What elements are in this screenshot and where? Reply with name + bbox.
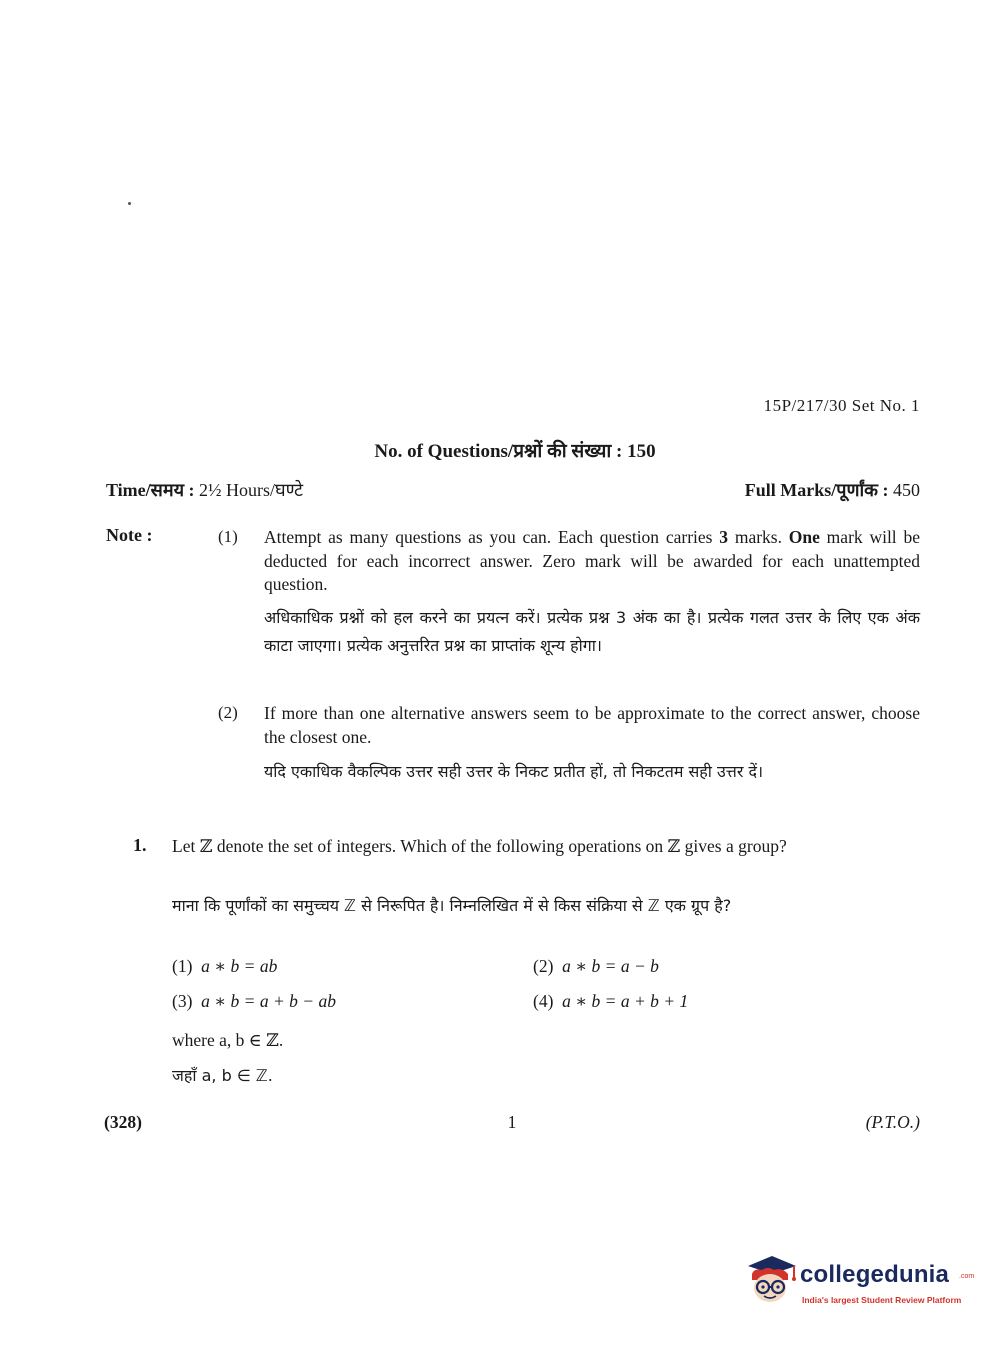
note-text-bold-marks: 3 [719, 527, 729, 547]
note-text-bold-one: One [788, 527, 820, 547]
brand-name: collegedunia [800, 1261, 950, 1288]
time-value: 2½ Hours/घण्टे [199, 480, 304, 500]
note-item-number: (2) [218, 703, 238, 722]
option-4 [533, 991, 688, 1012]
option-3 [172, 991, 336, 1012]
option-1 [172, 956, 277, 977]
brand-suffix: .com [959, 1273, 975, 1280]
full-marks [560, 478, 920, 502]
option-expression: a ∗ b = ab [201, 956, 278, 976]
number-of-questions: No. of Questions/प्रश्नों की संख्या : 150 [374, 441, 656, 462]
collegedunia-logo [742, 1250, 975, 1320]
question-text-english: Let ℤ denote the set of integers. Which of the following operations on ℤ gives a group? [172, 836, 787, 856]
page-number: 1 [507, 1112, 517, 1132]
note-label: Note : [106, 525, 153, 545]
time-allowed [106, 478, 303, 502]
note-item-english: If more than one alternative answers seem to be approximate to the correct answer, choose the closest one. [264, 703, 920, 747]
paper-serial-code: (328) [104, 1112, 142, 1132]
note-text-part: marks. [728, 527, 789, 547]
marks-value: 450 [893, 480, 920, 500]
question-number: 1. [133, 835, 147, 855]
option-number: (1) [172, 956, 193, 976]
note-text-part: Attempt as many questions as you can. Each question carries [264, 527, 720, 547]
question-text-hindi: माना कि पूर्णांकों का समुच्चय ℤ से निरूपित है। निम्नलिखित में से किस संक्रिया से ℤ एक ग्रूप है? [172, 896, 732, 915]
note-text-part: mark will be deducted for each incorrect answer. Zero mark will be awarded for each unattempted question. [264, 527, 920, 594]
note-item-hindi: अधिकाधिक प्रश्नों को हल करने का प्रयत्न करें। प्रत्येक प्रश्न 3 अंक का है। प्रत्येक गलत उत्तर के लिए एक अंक काटा जाएगा। प्रत्येक अनुत्तरित प्रश्न का प्राप्तांक शून्य होगा। [264, 608, 920, 655]
scan-dot [128, 202, 131, 205]
please-turn-over: (P.T.O.) [865, 1112, 920, 1132]
student-mascot-icon [742, 1252, 798, 1308]
option-expression: a ∗ b = a + b + 1 [562, 991, 689, 1011]
paper-code: 15P/217/30 Set No. 1 [763, 396, 920, 415]
option-expression: a ∗ b = a − b [562, 956, 659, 976]
marks-key: Full Marks/पूर्णांक : [744, 480, 889, 500]
note-item-english [264, 526, 920, 597]
option-number: (3) [172, 991, 193, 1011]
where-clause-english: where a, b ∈ ℤ. [172, 1030, 284, 1050]
option-2 [533, 956, 659, 977]
where-clause-hindi: जहाँ a, b ∈ ℤ. [172, 1066, 273, 1085]
option-expression: a ∗ b = a + b − ab [201, 991, 336, 1011]
option-number: (2) [533, 956, 554, 976]
note-item-number: (1) [218, 527, 238, 546]
option-number: (4) [533, 991, 554, 1011]
time-key: Time/समय : [106, 480, 195, 500]
brand-tagline: India's largest Student Review Platform [802, 1295, 962, 1305]
note-item-hindi: यदि एकाधिक वैकल्पिक उत्तर सही उत्तर के निकट प्रतीत हों, तो निकटतम सही उत्तर दें। [264, 762, 764, 781]
